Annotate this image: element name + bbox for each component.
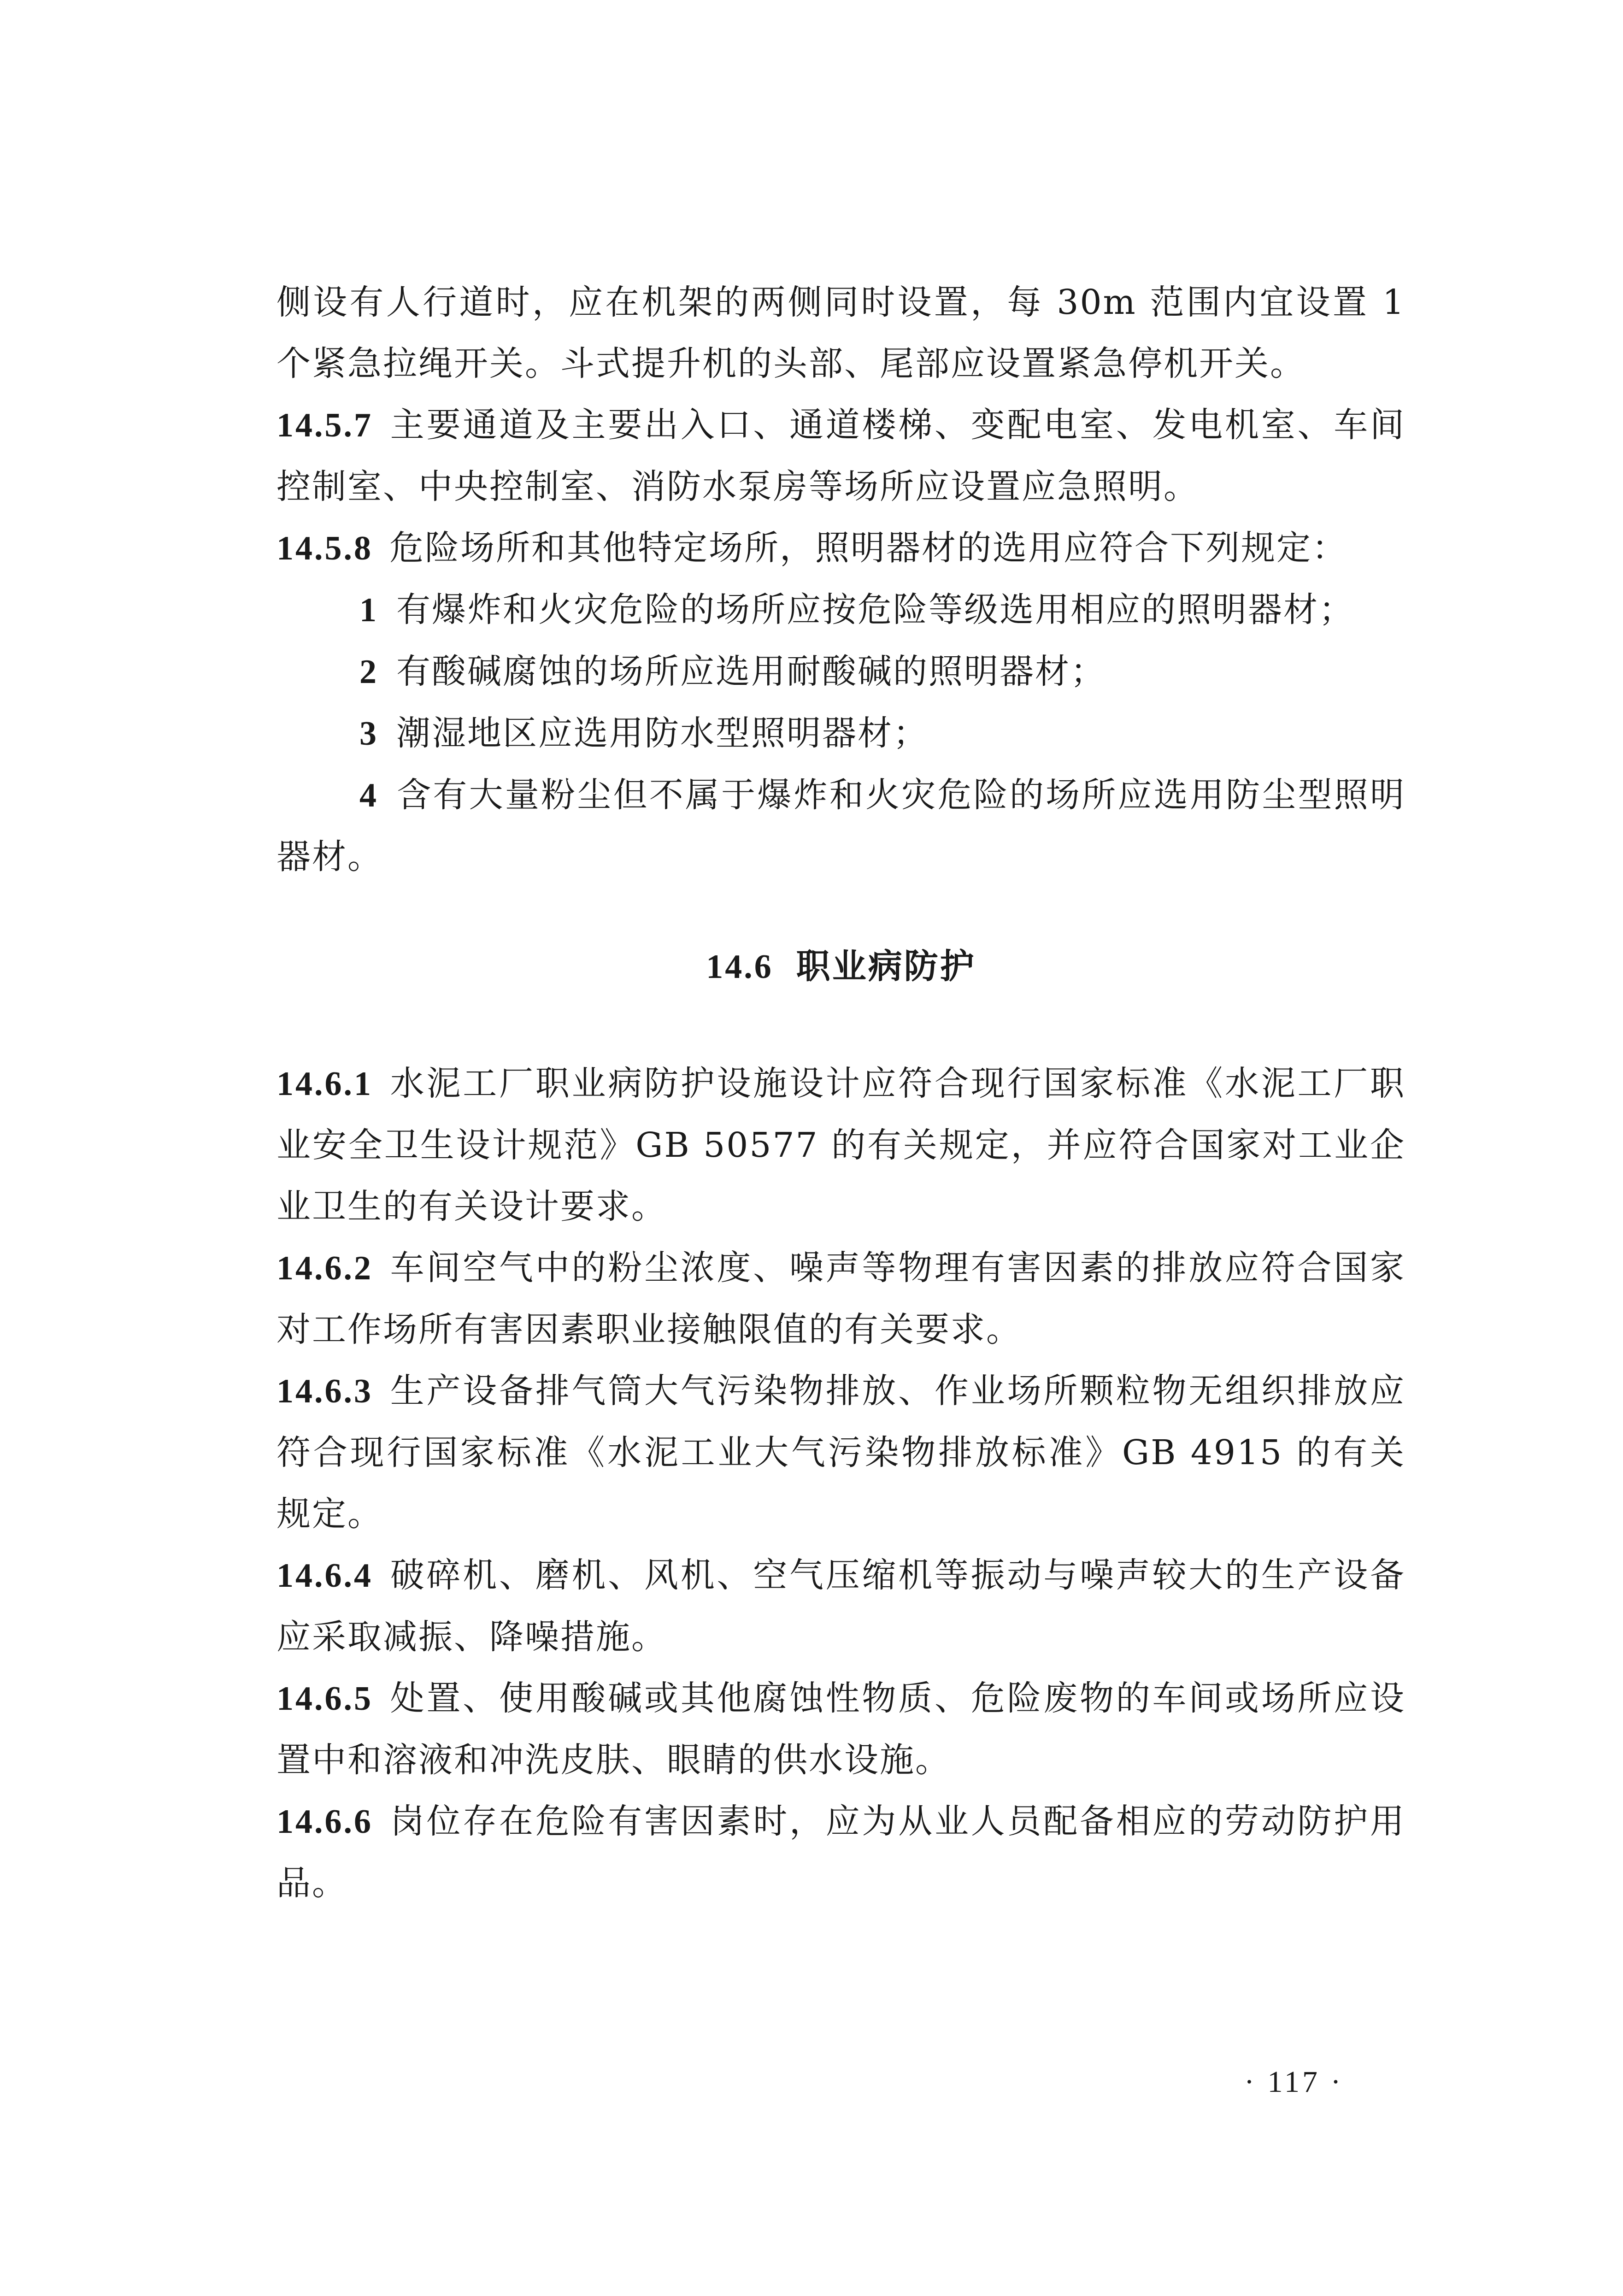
clause-text: 水泥工厂职业病防护设施设计应符合现行国家标准《水泥工厂职业安全卫生设计规范》GB 50577 的有关规定，并应符合国家对工业企业卫生的有关设计要求。 [276,1064,1405,1226]
clause-14-6-5 [276,1668,1405,1791]
item-number: 3 [359,715,378,753]
clause-14-6-4 [276,1545,1405,1668]
clause-14-6-1 [276,1053,1405,1237]
item-number: 4 [359,777,378,814]
page-number: · 117 · [1244,2065,1344,2099]
clause-14-6-2 [276,1237,1405,1360]
clause-text: 处置、使用酸碱或其他腐蚀性物质、危险废物的车间或场所应设置中和溶液和冲洗皮肤、眼睛的供水设施。 [276,1678,1405,1780]
clause-text: 岗位存在危险有害因素时，应为从业人员配备相应的劳动防护用品。 [276,1801,1405,1903]
clause-number: 14.6.1 [276,1065,373,1103]
item-number: 1 [359,591,378,629]
clause-14-6-3 [276,1360,1405,1545]
list-item-1 [276,579,1405,641]
clause-number: 14.6.6 [276,1803,373,1841]
clause-number: 14.5.7 [276,406,373,444]
list-item-3 [276,703,1405,765]
body-text [276,272,1405,1914]
item-text: 潮湿地区应选用防水型照明器材； [396,713,929,753]
continuation-paragraph: 侧设有人行道时，应在机架的两侧同时设置，每 30m 范围内宜设置 1 个紧急拉绳开关。斗式提升机的头部、尾部应设置紧急停机开关。 [276,283,1405,383]
clause-text: 破碎机、磨机、风机、空气压缩机等振动与噪声较大的生产设备应采取减振、降噪措施。 [276,1555,1405,1657]
clause-number: 14.6.2 [276,1249,373,1287]
section-title: 职业病防护 [796,947,976,986]
clause-14-6-6 [276,1791,1405,1914]
clause-text: 生产设备排气筒大气污染物排放、作业场所颗粒物无组织排放应符合现行国家标准《水泥工业大气污染物排放标准》GB 4915 的有关规定。 [276,1371,1405,1534]
clause-14-5-7 [276,394,1405,518]
list-item-2 [276,641,1405,703]
item-text: 含有大量粉尘但不属于爆炸和火灾危险的场所应选用防尘型照明器材。 [276,775,1405,877]
item-text: 有酸碱腐蚀的场所应选用耐酸碱的照明器材； [396,652,1106,691]
clause-number: 14.6.5 [276,1680,373,1718]
item-number: 2 [359,653,378,691]
clause-number: 14.6.4 [276,1557,373,1595]
clause-text: 主要通道及主要出入口、通道楼梯、变配电室、发电机室、车间控制室、中央控制室、消防水泵房等场所应设置应急照明。 [276,405,1405,506]
section-heading [276,936,1405,998]
clause-number: 14.6.3 [276,1372,373,1410]
section-number: 14.6 [706,948,773,986]
item-text: 有爆炸和火灾危险的场所应按危险等级选用相应的照明器材； [396,590,1354,630]
clause-text: 车间空气中的粉尘浓度、噪声等物理有害因素的排放应符合国家对工作场所有害因素职业接触限值的有关要求。 [276,1248,1405,1349]
clause-number: 14.5.8 [276,530,373,567]
list-item-4 [276,765,1405,888]
clause-text: 危险场所和其他特定场所，照明器材的选用应符合下列规定： [389,528,1347,568]
clause-14-5-8 [276,518,1405,579]
